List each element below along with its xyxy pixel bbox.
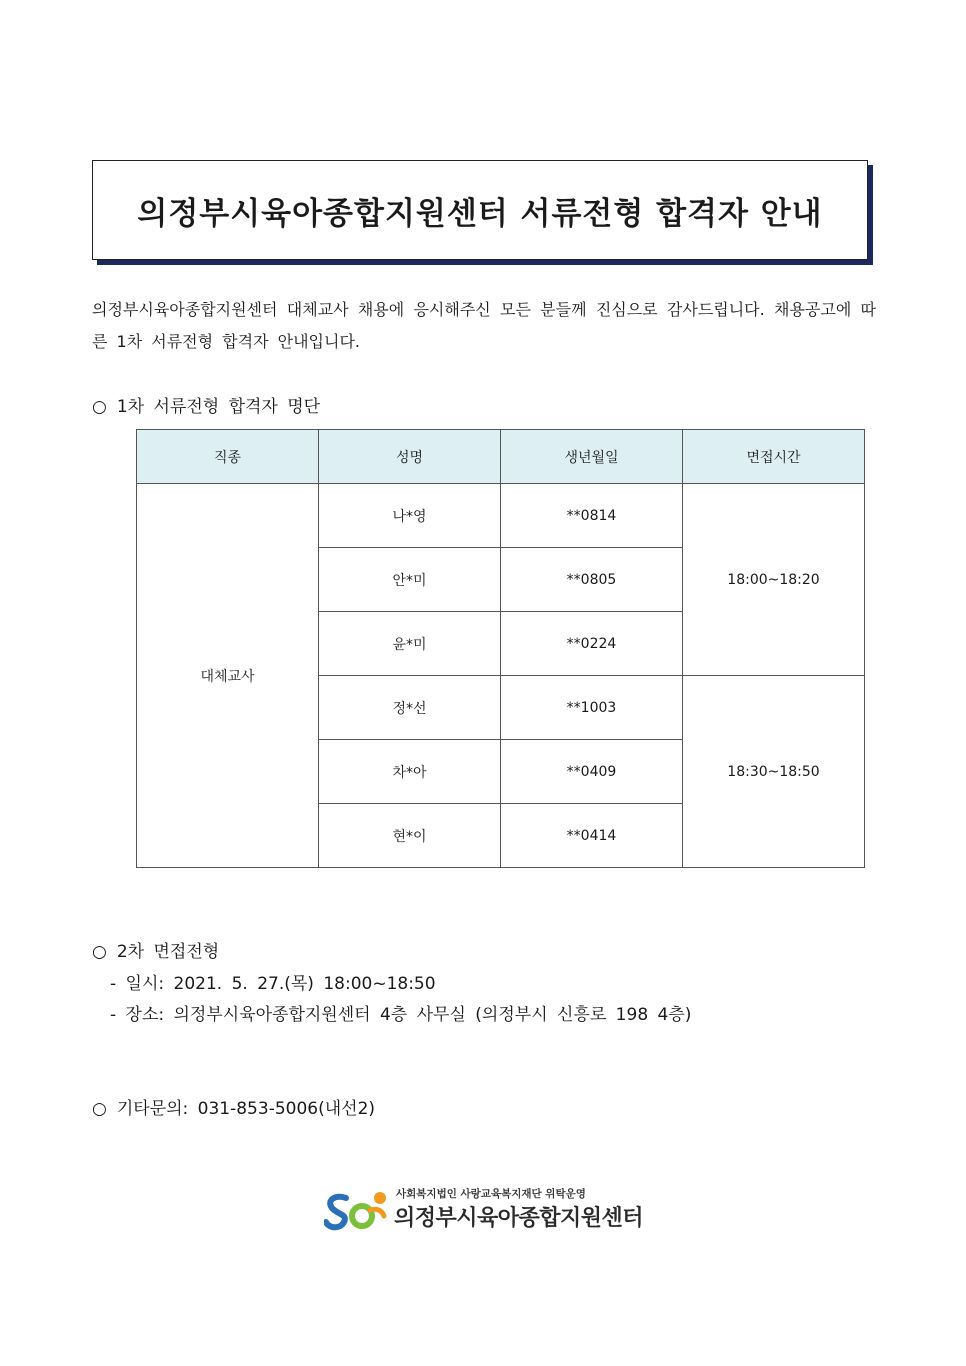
title-box [92,160,868,260]
section-2-heading [92,937,219,962]
section-3-heading [92,1094,375,1119]
time-cell: 18:30~18:50 [683,676,865,868]
interview-place: - 장소: 의정부시육아종합지원센터 4층 사무실 (의정부시 신흥로 198 4층) [110,1005,692,1025]
birth-cell: **0414 [501,804,683,868]
applicant-table [136,429,865,868]
birth-cell: **0224 [501,612,683,676]
name-cell: 차*아 [319,740,501,804]
table-header-row [137,430,865,484]
time-cell: 18:00~18:20 [683,484,865,676]
contact-label: 기타문의: 031-853-5006(내선2) [116,1099,376,1119]
header-birthdate: 생년월일 [501,430,683,484]
birth-cell: **0409 [501,740,683,804]
bullet-circle: ○ [92,942,107,962]
logo-name: 의정부시육아종합지원센터 [394,1206,644,1231]
job-type-cell: 대체교사 [137,484,319,868]
section-2-label: 2차 면접전형 [116,942,220,962]
center-logo [324,1184,654,1234]
name-cell: 안*미 [319,548,501,612]
name-cell: 나*영 [319,484,501,548]
logo-mark-icon [324,1188,390,1232]
table-row [137,484,865,548]
name-cell: 윤*미 [319,612,501,676]
header-job-type: 직종 [137,430,319,484]
interview-date: - 일시: 2021. 5. 27.(목) 18:00~18:50 [110,974,436,994]
name-cell: 현*이 [319,804,501,868]
birth-cell: **0805 [501,548,683,612]
header-interview-time: 면접시간 [683,430,865,484]
bullet-circle: ○ [92,1099,107,1119]
birth-cell: **0814 [501,484,683,548]
page-title: 의정부시육아종합지원센터 서류전형 합격자 안내 [137,195,823,232]
logo-subtitle: 사회복지법인 사랑교육복지재단 위탁운영 [396,1188,586,1200]
section-1-label: 1차 서류전형 합격자 명단 [116,397,321,417]
birth-cell: **1003 [501,676,683,740]
section-1-heading [92,392,320,417]
intro-paragraph: 의정부시육아종합지원센터 대체교사 채용에 응시해주신 모든 분들께 진심으로 감사드립니다. 채용공고에 따른 1차 서류전형 합격자 안내입니다. [92,300,876,351]
bullet-circle: ○ [92,397,107,417]
name-cell: 정*선 [319,676,501,740]
header-name: 성명 [319,430,501,484]
